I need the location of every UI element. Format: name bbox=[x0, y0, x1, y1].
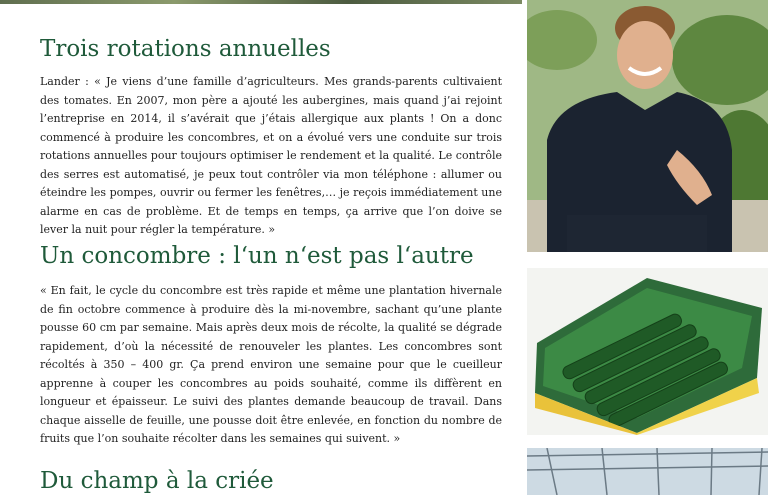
section-body-concombre: « En fait, le cycle du concombre est très rapide et même une plantation hivernale de fin octobre commence à produire dès la mi-novembre, sachant qu’une plante pousse 60 cm par semaine. Mais après deux mois de récolte, la qualité se dégrade rapidement, d’où la nécessité de renouveler les plantes. Les concombres sont récoltés à 350 – 400 gr. Ça prend environ une semaine pour que le cueilleur apprenne à couper les concombres au poids souhaité, comme ils diffèrent en longueur et épaisseur. Le suivi des plantes demande beaucoup de travail. Dans chaque aisselle de feuille, une pousse doit être enlevée, en fonction du nombre de fruits que l’on souhaite récolter dans les semaines qui suivent. » bbox=[40, 284, 502, 445]
top-photo-strip bbox=[0, 0, 522, 4]
cucumber-box-illustration bbox=[527, 268, 768, 435]
section-heading-rotations: Trois rotations annuelles bbox=[40, 36, 331, 62]
cucumber-box-photo bbox=[527, 268, 768, 435]
section-heading-concombre: Un concombre : l‘un n‘est pas l‘autre bbox=[40, 243, 474, 269]
section-body-rotations: Lander : « Je viens d’une famille d’agriculteurs. Mes grands-parents cultivaient des tomates. En 2007, mon père a ajouté les aubergines, mais quand j’ai rejoint l’entreprise en 2014, il s’avérait que j’étais allergique aux plants ! On a donc commencé à produire les concombres, et on a évolué vers une conduite sur trois rotations annuelles pour toujours optimiser le rendement et la qualité. Le contrôle des serres est automatisé, je peux tout contrôler via mon téléphone : allumer ou éteindre les pompes, ouvrir ou fermer les fenêtres,… je reçois immédiatement une alarme en cas de problème. Et de temps en temps, ça arrive que l’on doive se lever la nuit pour régler la température. » bbox=[40, 75, 502, 236]
farmer-photo bbox=[527, 0, 768, 252]
farmer-illustration bbox=[527, 0, 768, 252]
greenhouse-illustration bbox=[527, 448, 768, 495]
section-heading-criee: Du champ à la criée bbox=[40, 468, 274, 494]
greenhouse-photo bbox=[527, 448, 768, 495]
